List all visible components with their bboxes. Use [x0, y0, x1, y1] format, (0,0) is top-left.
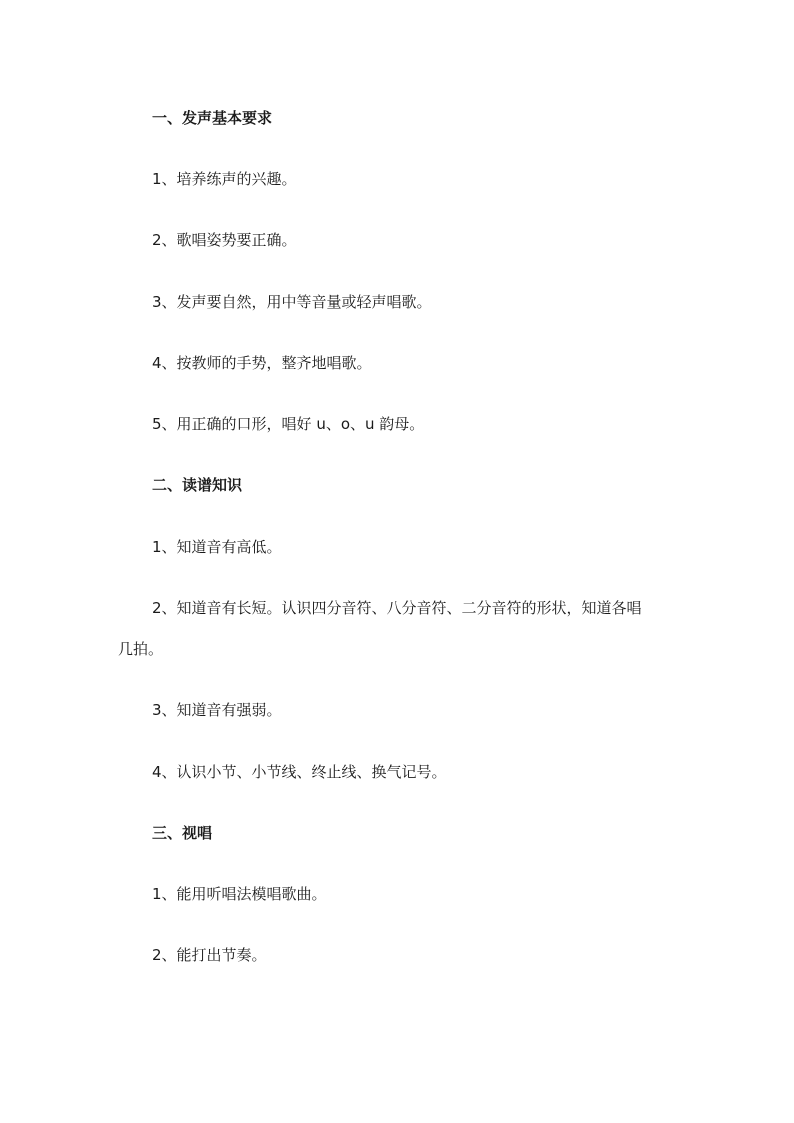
list-item-continuation: 几拍。: [118, 640, 164, 658]
list-item: 1、能用听唱法模唱歌曲。: [152, 885, 327, 903]
list-item: 2、歌唱姿势要正确。: [152, 231, 297, 249]
section-heading: 一、发声基本要求: [152, 109, 273, 127]
list-item: 3、知道音有强弱。: [152, 701, 282, 719]
list-item: 2、能打出节奏。: [152, 946, 267, 964]
list-item: 1、知道音有高低。: [152, 538, 282, 556]
list-item: 2、知道音有长短。认识四分音符、八分音符、二分音符的形状，知道各唱: [152, 599, 642, 617]
list-item: 1、培养练声的兴趣。: [152, 170, 297, 188]
section-heading: 三、视唱: [152, 824, 213, 842]
list-item: 5、用正确的口形，唱好 u、o、u 韵母。: [152, 415, 425, 433]
list-item: 4、认识小节、小节线、终止线、换气记号。: [152, 763, 447, 781]
list-item: 4、按教师的手势，整齐地唱歌。: [152, 354, 372, 372]
section-heading: 二、读谱知识: [152, 476, 243, 494]
list-item: 3、发声要自然，用中等音量或轻声唱歌。: [152, 293, 432, 311]
